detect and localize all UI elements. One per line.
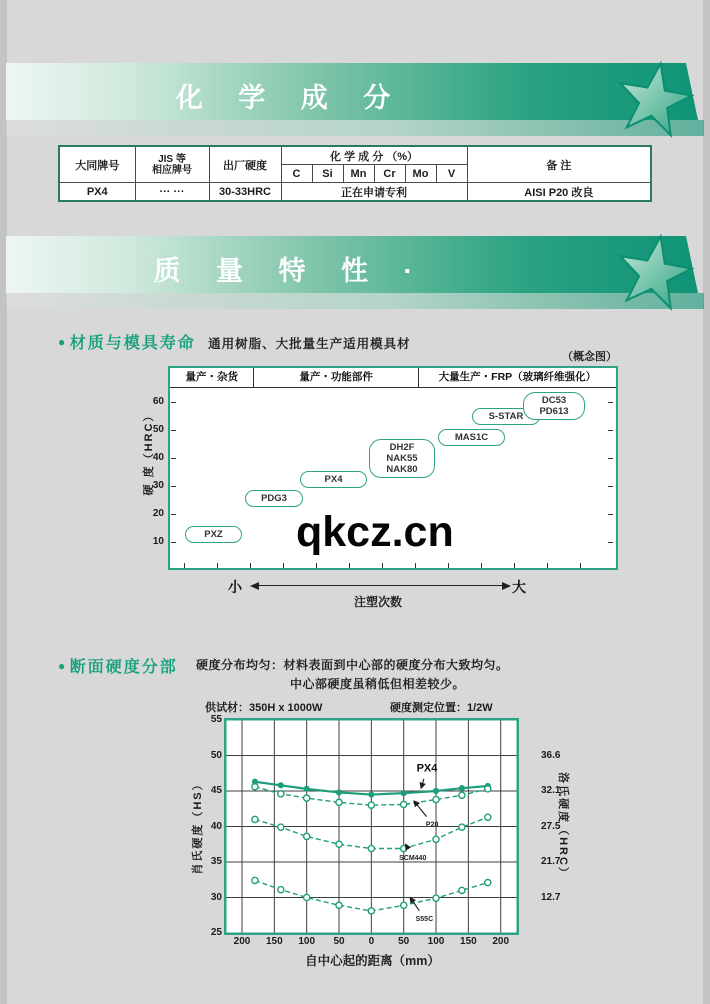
chart1-column-headers bbox=[170, 368, 616, 388]
data-point-scm440 bbox=[336, 841, 342, 847]
chart2-x-tick-label: 150 bbox=[460, 936, 477, 947]
bullet-icon: ● bbox=[58, 659, 66, 673]
chart2-x-tick-label: 200 bbox=[492, 936, 510, 947]
svg-text:P20: P20 bbox=[425, 821, 439, 829]
data-point-p20 bbox=[485, 786, 491, 792]
chart2-right-tick-label: 21.7 bbox=[541, 856, 561, 867]
header-chem: 化 学 成 分 （%） bbox=[281, 146, 467, 165]
chart2-x-tick-label: 150 bbox=[265, 936, 283, 947]
material-pill-dh2f: DH2F NAK55 NAK80 bbox=[369, 439, 435, 478]
data-point-s55c bbox=[459, 887, 465, 893]
chart2-right-tick-label: 27.5 bbox=[541, 820, 561, 832]
chart2-right-tick-label: 32.1 bbox=[541, 785, 561, 796]
data-point-s55c bbox=[485, 879, 491, 885]
chart2-x-tick-label: 0 bbox=[368, 936, 375, 947]
data-point-scm440 bbox=[368, 845, 374, 851]
data-point-scm440 bbox=[401, 845, 407, 851]
material-pill-pdg3: PDG3 bbox=[245, 490, 303, 507]
chart2-y-tick-label: 50 bbox=[210, 749, 222, 761]
svg-text:S55C: S55C bbox=[415, 916, 434, 924]
chart1-column-header: 量产・杂货 bbox=[170, 368, 254, 387]
data-point-px4 bbox=[401, 790, 407, 796]
chart1-y-tick-label: 20 bbox=[152, 508, 164, 519]
chart1-column-header: 量产・功能部件 bbox=[254, 368, 418, 387]
chart1-y-tick-label: 60 bbox=[152, 396, 164, 407]
chart1-column-header: 大量生产・FRP（玻璃纤维强化） bbox=[438, 371, 597, 383]
star-icon bbox=[612, 61, 696, 141]
material-pill-dc53: DC53 PD613 bbox=[523, 392, 585, 420]
chart2-right-tick-label: 36.6 bbox=[541, 749, 561, 761]
section-desc-line1: 硬度分布均匀：材料表面到中心部的硬度分布大致均匀。 bbox=[196, 658, 509, 672]
banner-title: 化 学 成 分 bbox=[175, 83, 405, 113]
table-row bbox=[59, 183, 651, 202]
chart2-y-tick-label: 55 bbox=[210, 714, 222, 725]
chart2-plot bbox=[224, 718, 519, 935]
data-point-scm440 bbox=[304, 833, 310, 839]
banner-band-shadow bbox=[6, 293, 704, 309]
page-edge-left bbox=[0, 0, 7, 1004]
header-jis-line2: 相应牌号 bbox=[152, 164, 192, 176]
header-element: Mo bbox=[405, 165, 436, 183]
material-pill-mas1c: MAS1C bbox=[438, 429, 505, 446]
material-pill-px4: PX4 bbox=[300, 471, 367, 488]
chart2-specimen-label: 供试材：350H x 1000W bbox=[205, 702, 323, 714]
data-point-p20 bbox=[368, 802, 374, 808]
data-point-p20 bbox=[459, 792, 465, 798]
chart2-y-tick-label: 40 bbox=[210, 820, 222, 832]
concept-note: （概念图） bbox=[562, 351, 617, 363]
cell-jis: ··· ··· bbox=[135, 183, 209, 202]
chart1-y-tick-label: 10 bbox=[152, 536, 164, 547]
data-point-scm440 bbox=[485, 814, 491, 820]
chart2-right-axis-label: 洛氏硬度（HRC） bbox=[557, 772, 569, 880]
chart2-y-tick-label: 25 bbox=[210, 927, 222, 938]
chart2-x-tick-label: 100 bbox=[427, 936, 445, 947]
data-point-p20 bbox=[278, 791, 284, 797]
material-pill-s-star: S-STAR bbox=[472, 408, 540, 425]
section-title: 断面硬度分部 bbox=[69, 659, 178, 676]
header-element: V bbox=[436, 165, 467, 183]
header-jis-line1: JIS 等 bbox=[158, 153, 186, 165]
data-point-s55c bbox=[368, 908, 374, 914]
watermark: qkcz.cn bbox=[296, 508, 454, 556]
cell-chem: 正在申请专利 bbox=[281, 183, 467, 202]
data-point-scm440 bbox=[433, 836, 439, 842]
chart1-y-tick-label: 50 bbox=[152, 424, 164, 435]
banner-quality-characteristics bbox=[0, 233, 710, 315]
data-point-s55c bbox=[433, 895, 439, 901]
data-point-px4 bbox=[278, 782, 284, 788]
data-point-scm440 bbox=[278, 824, 284, 830]
section-subtitle: 通用树脂、大批量生产适用模具材 bbox=[208, 337, 411, 351]
hardness-distribution-chart bbox=[224, 718, 519, 935]
svg-text:PX4: PX4 bbox=[416, 762, 438, 775]
page-edge-right bbox=[703, 0, 710, 1004]
chart2-x-tick-label: 200 bbox=[233, 936, 251, 947]
x-arrow-line bbox=[258, 585, 502, 586]
chart2-left-axis-label: 肖氏硬度（HS） bbox=[192, 777, 204, 875]
data-point-px4 bbox=[304, 786, 310, 792]
cell-hardness: 30-33HRC bbox=[209, 183, 281, 202]
section-material-lifespan bbox=[58, 330, 411, 353]
chart2-y-tick-label: 35 bbox=[210, 856, 222, 867]
cell-brand: PX4 bbox=[59, 183, 135, 202]
data-point-p20 bbox=[304, 795, 310, 801]
banner-chemical-composition bbox=[0, 60, 710, 142]
chart2-y-tick-label: 45 bbox=[210, 785, 222, 796]
chart1-y-tick-label: 40 bbox=[152, 452, 164, 463]
header-element: Mn bbox=[343, 165, 374, 183]
data-point-scm440 bbox=[252, 816, 258, 822]
data-point-p20 bbox=[252, 784, 258, 790]
data-point-px4 bbox=[368, 791, 374, 797]
header-element: C bbox=[281, 165, 312, 183]
chart1-x-axis-label: 注塑次数 bbox=[353, 595, 402, 609]
arrow-right-icon bbox=[502, 582, 511, 590]
header-element: Cr bbox=[374, 165, 405, 183]
chart2-y-tick-label: 30 bbox=[210, 891, 222, 903]
star-icon bbox=[612, 234, 696, 314]
cell-note: AISI P20 改良 bbox=[467, 183, 651, 202]
header-jis bbox=[135, 146, 209, 183]
chart2-x-tick-label: 100 bbox=[298, 936, 316, 947]
data-point-px4 bbox=[459, 785, 465, 791]
data-point-p20 bbox=[433, 796, 439, 802]
data-point-p20 bbox=[336, 799, 342, 805]
chart2-x-tick-label: 50 bbox=[333, 936, 345, 947]
data-point-p20 bbox=[401, 801, 407, 807]
x-arrow-min-label: 小 bbox=[228, 579, 242, 595]
header-element: Si bbox=[312, 165, 343, 183]
bullet-icon: ● bbox=[58, 335, 66, 349]
data-point-s55c bbox=[336, 902, 342, 908]
banner-title: 质 量 特 性 · bbox=[153, 256, 427, 286]
data-point-s55c bbox=[401, 902, 407, 908]
section-cross-section-hardness bbox=[58, 654, 178, 677]
chart2-right-tick-label: 12.7 bbox=[541, 891, 561, 903]
chart2-measure-position-label: 硬度测定位置：1/2W bbox=[390, 702, 493, 714]
arrow-left-icon bbox=[250, 582, 259, 590]
x-arrow-max-label: 大 bbox=[512, 579, 526, 595]
svg-text:SCM440: SCM440 bbox=[399, 855, 427, 863]
data-point-px4 bbox=[433, 788, 439, 794]
data-point-scm440 bbox=[459, 824, 465, 830]
banner-band-shadow bbox=[6, 120, 704, 136]
chart2-x-tick-label: 50 bbox=[398, 936, 410, 947]
data-point-s55c bbox=[278, 887, 284, 893]
header-hardness: 出厂硬度 bbox=[209, 146, 281, 183]
chemical-composition-table bbox=[58, 145, 652, 202]
chart1-bottom-ticks bbox=[184, 563, 610, 568]
data-point-s55c bbox=[252, 877, 258, 883]
data-point-px4 bbox=[336, 789, 342, 795]
section-title: 材质与模具寿命 bbox=[69, 335, 196, 352]
chart2-x-axis-label: 自中心起的距离（mm） bbox=[305, 954, 440, 968]
material-pill-pxz: PXZ bbox=[185, 526, 242, 543]
section-desc-line2: 中心部硬度虽稍低但相差较少。 bbox=[290, 677, 466, 691]
header-brand: 大同牌号 bbox=[59, 146, 135, 183]
data-point-s55c bbox=[304, 894, 310, 900]
chart1-y-tick-label: 30 bbox=[152, 480, 164, 491]
chart1-y-axis-label: 硬 度（HRC） bbox=[143, 408, 155, 496]
header-note: 备 注 bbox=[467, 146, 651, 183]
